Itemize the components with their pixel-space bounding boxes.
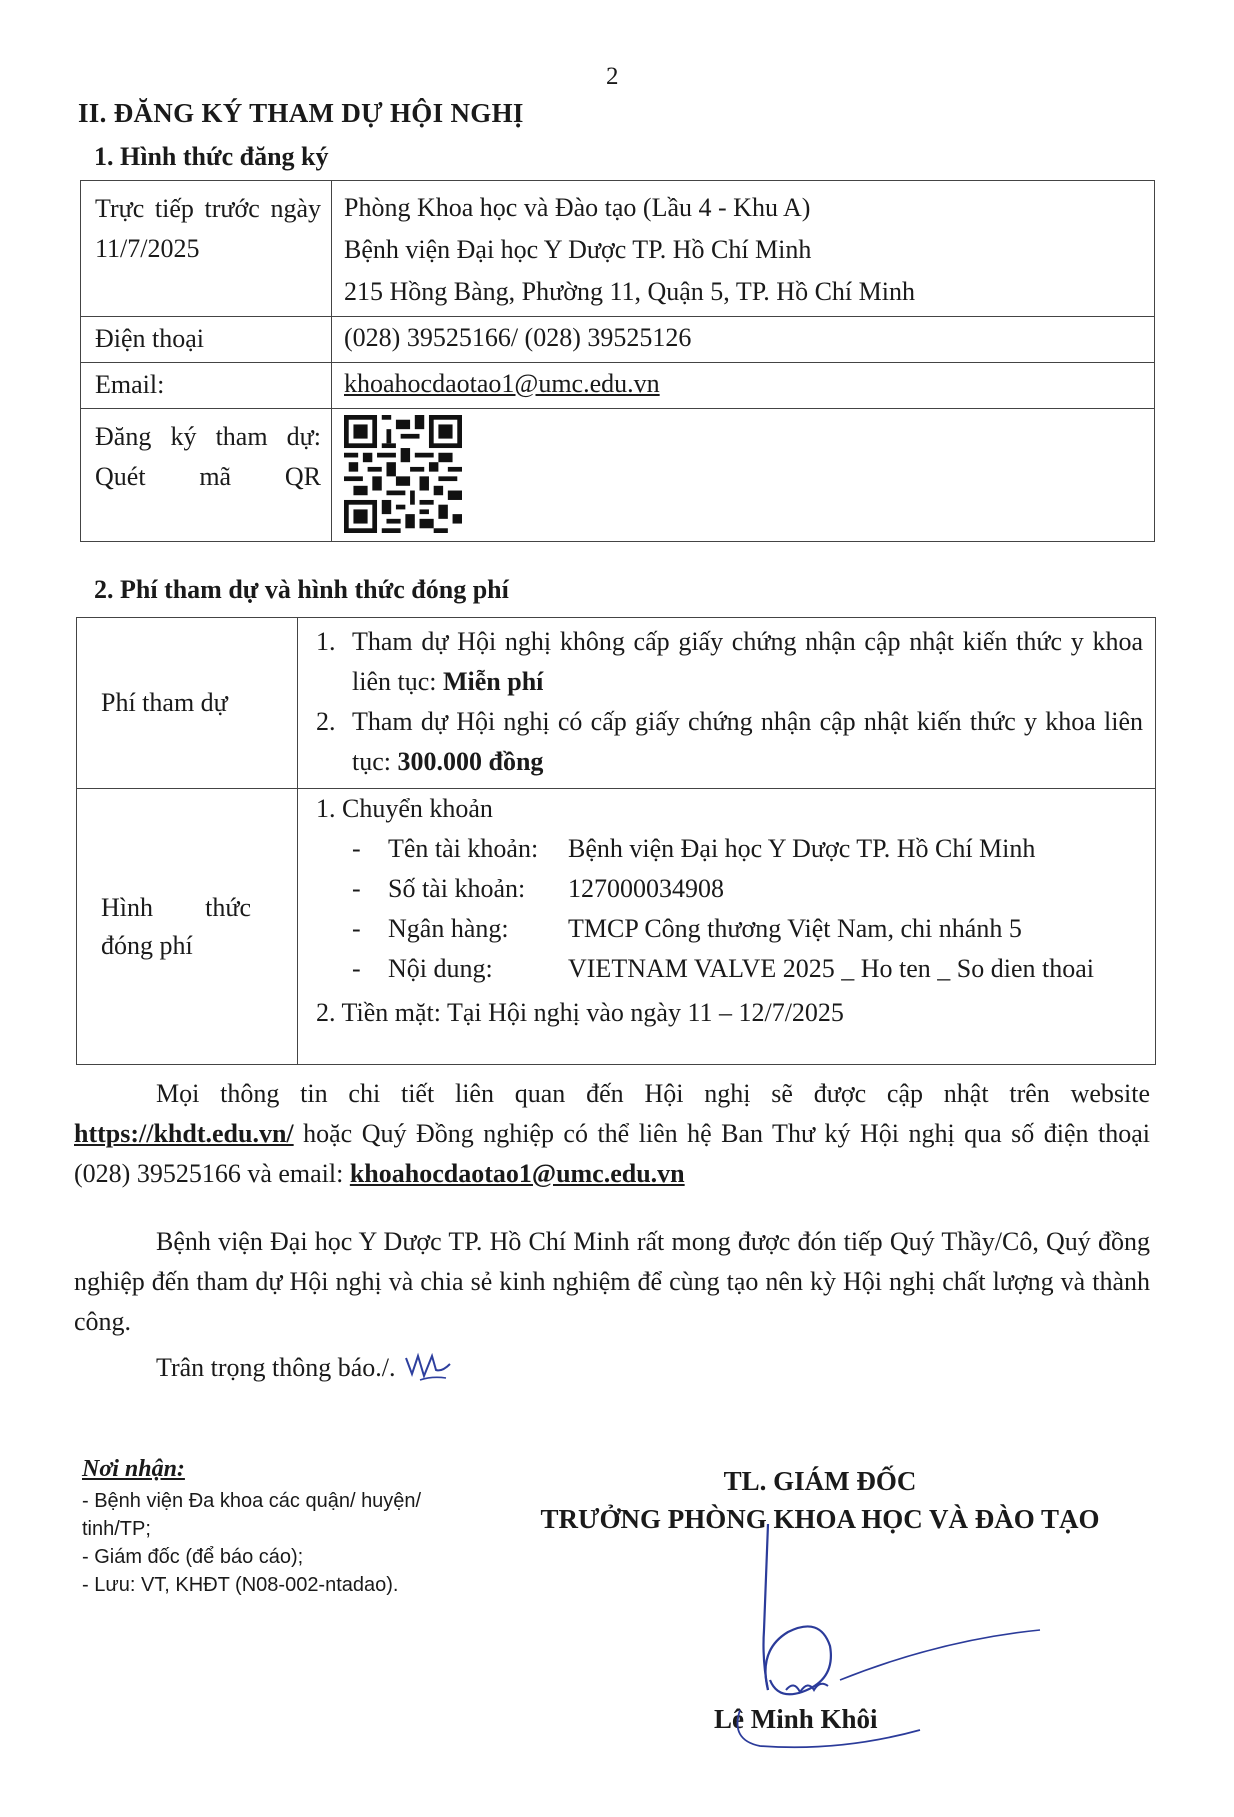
detail-content: - Nội dung: VIETNAM VALVE 2025 _ Ho ten _ So dien thoai: [352, 954, 1095, 983]
phone-label: Điện thoại: [81, 317, 332, 363]
info-paragraph: Mọi thông tin chi tiết liên quan đến Hội nghị sẽ được cập nhật trên website https://khdt.edu.vn/ hoặc Quý Đồng nghiệp có thể liên hệ Ban Thư ký Hội nghị qua số điện thoại (028) 39525166 và email: khoahocdaotao1@umc.edu.vn: [74, 1079, 1150, 1188]
website-link[interactable]: https://khdt.edu.vn/: [74, 1119, 294, 1148]
direct-address: [332, 181, 1155, 317]
fee-item: 2. Tham dự Hội nghị có cấp giấy chứng nhận cập nhật kiến thức y khoa liên tục: 300.000 đồng: [316, 707, 1143, 776]
recipients-block: [82, 1455, 482, 1599]
signer-name: Lê Minh Khôi: [714, 1704, 878, 1734]
fee-subheading: 2. Phí tham dự và hình thức đóng phí: [94, 575, 509, 604]
address-line: Phòng Khoa học và Đào tạo (Lầu 4 - Khu A): [344, 193, 811, 222]
fee-label: Phí tham dự: [77, 618, 298, 789]
signature-title-2: TRƯỞNG PHÒNG KHOA HỌC VÀ ĐÀO TẠO: [540, 1504, 1100, 1534]
contact-email-link[interactable]: khoahocdaotao1@umc.edu.vn: [349, 1159, 685, 1188]
fee-table: [76, 617, 1156, 1065]
page-number: 2: [606, 63, 619, 90]
fee-free: Miễn phí: [442, 667, 544, 696]
detail-account-name: - Tên tài khoản: Bệnh viện Đại học Y Dược TP. Hồ Chí Minh: [352, 834, 1036, 863]
detail-account-number: - Số tài khoản: 127000034908: [352, 874, 724, 903]
recipient-item: - Giám đốc (để báo cáo);: [82, 1546, 304, 1568]
qr-label: Đăng ký tham dự: Quét mã QR: [81, 409, 332, 542]
handwritten-signature: [690, 1520, 1050, 1720]
fee-amount: 300.000 đồng: [397, 747, 544, 776]
detail-bank: - Ngân hàng: TMCP Công thương Việt Nam, chi nhánh 5: [352, 914, 1022, 943]
email-link[interactable]: khoahocdaotao1@umc.edu.vn: [344, 369, 660, 398]
signature-tail: [720, 1700, 940, 1760]
recipient-item: - Lưu: VT, KHĐT (N08-002-ntadao).: [82, 1574, 399, 1596]
welcome-paragraph: Bệnh viện Đại học Y Dược TP. Hồ Chí Minh rất mong được đón tiếp Quý Thầy/Cô, Quý đồng nghiệp đến tham dự Hội nghị và chia sẻ kinh nghiệm để cùng tạo nên kỳ Hội nghị chất lượng và thành công.: [74, 1227, 1150, 1336]
closing-line: Trân trọng thông báo./.: [156, 1350, 458, 1384]
address-line: Bệnh viện Đại học Y Dược TP. Hồ Chí Minh: [344, 235, 812, 264]
recipients-title: Nơi nhận:: [82, 1456, 185, 1482]
section-heading: II. ĐĂNG KÝ THAM DỰ HỘI NGHỊ: [78, 98, 524, 128]
cash-payment: 2. Tiền mặt: Tại Hội nghị vào ngày 11 – 12/7/2025: [316, 998, 844, 1027]
recipient-item: - Bệnh viện Đa khoa các quận/ huyện/ tinh/TP;: [82, 1490, 422, 1540]
qr-code-image[interactable]: [344, 415, 462, 533]
direct-label: Trực tiếp trước ngày 11/7/2025: [81, 181, 332, 317]
address-line: 215 Hồng Bàng, Phường 11, Quận 5, TP. Hồ Chí Minh: [344, 277, 915, 306]
email-label: Email:: [81, 363, 332, 409]
registration-table: [80, 180, 1155, 542]
payment-label: Hình thức đóng phí: [77, 789, 298, 1065]
registration-subheading: 1. Hình thức đăng ký: [94, 142, 329, 171]
phone-value: (028) 39525166/ (028) 39525126: [332, 317, 1155, 363]
fee-item: 1. Tham dự Hội nghị không cấp giấy chứng nhận cập nhật kiến thức y khoa liên tục: Miễn phí: [316, 627, 1143, 696]
transfer-heading: 1. Chuyển khoản: [316, 794, 493, 823]
initials-signature: [402, 1350, 458, 1384]
signature-title-1: TL. GIÁM ĐỐC: [723, 1466, 917, 1496]
